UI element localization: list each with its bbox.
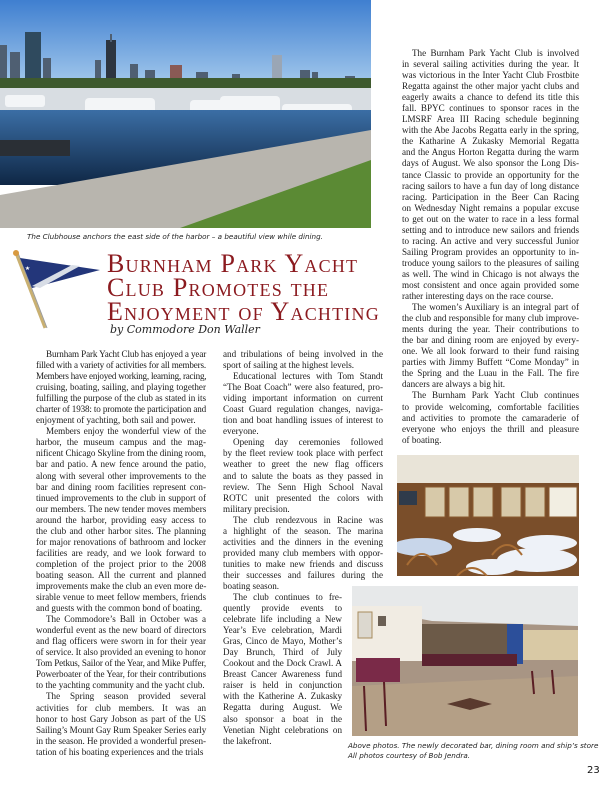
article-column-1 [36, 349, 206, 758]
text-line: sport of sailing at the highest levels. [223, 360, 355, 371]
text-line: around the harbor, providing easy access to [36, 514, 206, 525]
harbor-photo-caption: The Clubhouse anchors the east side of the harbor – a beautiful view while dining. [27, 232, 323, 241]
text-line: most consistent and once again provided some [402, 279, 579, 290]
text-line: Opening day ceremonies followed [233, 437, 383, 448]
text-line: racing. Participation in the Beer Can Racing [402, 191, 579, 202]
text-line: the Spring and the Luau in the Fall. The fire [402, 368, 579, 379]
page-number: 23 [587, 765, 600, 776]
text-line: and activities to promote the camaraderie of [402, 412, 579, 423]
text-line: and the Angus Horton Regatta during the warm [402, 147, 579, 158]
text-line: on Wednesday Night remains a popular excuse [402, 202, 579, 213]
text-line: boating season. All the current and planned [36, 569, 206, 580]
text-line: the club and responsible for many club improve- [402, 313, 580, 324]
text-line: in the season. He provided a wonderful presen- [36, 735, 206, 746]
text-line: Gras, Cinco de Mayo, Mother’s [223, 636, 342, 647]
text-line: enjoyment of yachting, both sail and power. [36, 415, 196, 426]
text-line: the Katharine A Zukasky Memorial Regatta [402, 136, 579, 147]
text-line: Sailing’s Mount Gay Rum Speaker Series early [36, 724, 207, 735]
text-line: and tribulations of being involved in the [223, 349, 383, 359]
text-line: The Spring season provided several [46, 691, 206, 702]
text-line: Burnham Park Yacht Club has enjoyed a year [46, 349, 207, 359]
text-line: tion and boat handling issues of interest to [223, 415, 383, 426]
text-line: nificent Chicago Skyline from the dining room, [36, 448, 207, 459]
text-line: and to salute the boats as they passed in [223, 470, 383, 481]
text-line: to racing. An active and very successful Junior [402, 235, 579, 246]
text-line: rather interesting days on the race course. [402, 291, 554, 302]
text-line: tance Classic to provide an opportunity for the [402, 169, 579, 180]
text-line: setting and to introduce new sailors and friends [402, 224, 579, 235]
text-line: troduce young sailors to the pleasures of sailing [402, 257, 579, 268]
text-line: our members. The new tender moves members [36, 503, 207, 514]
text-line: Coast Guard regulation changes, naviga- [223, 404, 383, 415]
title-line-2: Club Promotes the [107, 273, 330, 302]
text-line: bar and dining room facilities represent con- [36, 481, 206, 492]
text-line: The club continues to fre- [233, 592, 342, 602]
text-line: Members have enjoyed working, learning, racing, [36, 371, 207, 382]
title-line-3: Enjoyment of Yachting [107, 297, 380, 326]
text-line: charter of 1938: to promote the participation and [36, 404, 207, 415]
text-line: Regatta during August. We [223, 702, 342, 713]
text-line: “The Boat Coach” were also featured, pro- [223, 382, 383, 393]
dining-room-image [397, 455, 579, 576]
text-line: completion of the project prior to the 2008 [36, 558, 206, 569]
text-line: boating season. [223, 580, 280, 591]
text-line: filled with a variety of activities for all members. [36, 360, 206, 371]
text-line: in several sailing activities during the year. It [402, 59, 579, 70]
pennant-flag-logo [10, 248, 102, 332]
text-line: Venetian Night celebrations on [223, 724, 342, 735]
text-line: The women’s Auxiliary is an integral part of [412, 302, 579, 313]
text-line: Regatta against the other major yacht clubs and [402, 81, 579, 92]
text-line: along with several other improvements to the [36, 470, 206, 481]
text-line: the bar and dining room are enjoyed by every- [402, 335, 579, 346]
text-line: their successes and failures during the [223, 569, 383, 580]
text-line: also sponsor a boat in the [223, 713, 342, 724]
text-line: by the fleet review took place with perfect [223, 448, 383, 459]
harbor-skyline-image [0, 0, 371, 228]
title-line-1: Burnham Park Yacht [107, 249, 359, 278]
text-line: honor to host Gary Jobson as part of the US [36, 713, 206, 724]
text-line: The Commodore’s Ball in October was a [46, 614, 206, 625]
byline: by Commodore Don Waller [110, 323, 260, 336]
text-line: LMSRF Area III Racing schedule beginning [402, 114, 579, 125]
text-line: wonderful event as the new board of directors [36, 625, 206, 636]
text-line: fall. BPYC continues to sponsor races in the [402, 103, 579, 114]
text-line: racing sailors to have a fun day of long distance [402, 180, 579, 191]
text-line: days of August. We also sponsor the Long Dis- [402, 158, 579, 169]
text-line: military precision. [223, 503, 290, 514]
text-line: and guests with the common bond of boating. [36, 603, 203, 614]
text-line: with the Abe Jacobs Regatta early in the spring, [402, 125, 579, 136]
text-line: dancers are always a big hit. [402, 379, 506, 390]
article-title [107, 249, 380, 326]
article-column-3 [402, 48, 579, 446]
interior-photos-caption-line-1: Above photos. The newly decorated bar, dining room and ship’s store [348, 741, 599, 750]
text-line: parties with Jimmy Buffett “Come Monday” in [402, 357, 579, 368]
text-line: celebrate life including a New [223, 614, 342, 625]
text-line: Year’s Eve celebration, Mardi [223, 625, 342, 636]
text-line: Sailing Program provides an opportunity to in- [402, 246, 579, 257]
text-line: raiser is held in conjunction [223, 680, 342, 691]
text-line: with the Katherine A. Zukasky [223, 691, 342, 702]
text-line: The Burnham Park Yacht Club is involved [412, 48, 579, 58]
text-line: to get out on the water to race in a less formal [402, 213, 579, 224]
text-line: viding important information on current [223, 393, 383, 404]
dining-room-photo [397, 455, 579, 576]
text-line: fulfilling the purpose of the club as stated in its [36, 393, 206, 404]
text-line: activities and the dinners in the evening [223, 536, 383, 547]
text-line: and flag officers were sworn in for their year [36, 636, 206, 647]
text-line: Tom Petkus, Sailor of the Year, and Mike Puffer, [36, 658, 206, 669]
text-line: Members enjoy the wonderful view of the [46, 426, 206, 437]
harbor-photo [0, 0, 371, 228]
bar-interior-image [352, 586, 578, 736]
text-line: Educational lectures with Tom Standt [233, 371, 383, 382]
text-line: weather to greet the new flag officers [223, 459, 383, 470]
interior-photos-caption-line-2: All photos courtesy of Bob Jendra. [348, 751, 471, 760]
text-line: activities for club members. It was an [36, 702, 206, 713]
text-line: the club and other harbor sites. The planning [36, 525, 206, 536]
text-line: tation of his boating experiences and the trials [36, 746, 204, 757]
text-line: everyone. [223, 426, 259, 437]
text-line: ments during the year. Their contributions to [402, 324, 579, 335]
text-line: everyone who enjoys the thrill and pleasure [402, 423, 579, 434]
text-line: tinued improvements to the club in support of [36, 492, 206, 503]
text-line: Day Brunch, Third of July [223, 647, 342, 658]
text-line: The club rendezvous in Racine was [233, 514, 383, 525]
text-line: Breast Cancer Awareness fund [223, 669, 342, 680]
text-line: sirable venue to meet fellow members, friends [36, 592, 206, 603]
text-line: harbor, the museum campus and the mag- [36, 437, 206, 448]
article-column-2-continued [223, 592, 342, 747]
text-line: bar and patio. A new fence around the patio, [36, 459, 206, 470]
text-line: eagerly awaits a chance to defend its title this [402, 92, 579, 103]
text-line: for major renovations of bathroom and locker [36, 536, 206, 547]
text-line: of boating. [402, 434, 442, 445]
text-line: ROTC unit presented the colors with [223, 492, 383, 503]
text-line: Powerboater of the Year, for their contributions [36, 669, 206, 680]
bar-and-ships-store-photo [352, 586, 578, 736]
text-line: Cookout and the Dock Crawl. A [223, 658, 342, 669]
text-line: The Burnham Park Yacht Club continues [412, 390, 579, 401]
text-line: of service. It also provided an evening to honor [36, 647, 206, 658]
text-line: the lakefront. [223, 735, 272, 746]
text-line: cruising, boating, sailing, and playing together [36, 382, 206, 393]
text-line: provided many club members with oppor- [223, 547, 383, 558]
text-line: improvements make the club an even more de- [36, 580, 207, 591]
text-line: to provide welcoming, comfortable facilities [402, 401, 579, 412]
text-line: quently provide events to [223, 603, 342, 614]
yacht-club-pennant-icon [10, 248, 102, 332]
text-line: as well. The wind in Chicago is not always the [402, 268, 579, 279]
text-line: one. We all look forward to their fund raising [402, 346, 579, 357]
text-line: tunities to make new friends and discuss [223, 558, 383, 569]
text-line: to the yachting community and the yacht club. [36, 680, 205, 691]
article-column-2 [223, 349, 383, 592]
text-line: was victorious in the Inter Yacht Club Frostbite [402, 70, 579, 81]
text-line: facilities are ready, and we look forward to [36, 547, 206, 558]
text-line: a highlight of the season. The marina [223, 525, 383, 536]
text-line: review. The Senn High School Naval [223, 481, 383, 492]
